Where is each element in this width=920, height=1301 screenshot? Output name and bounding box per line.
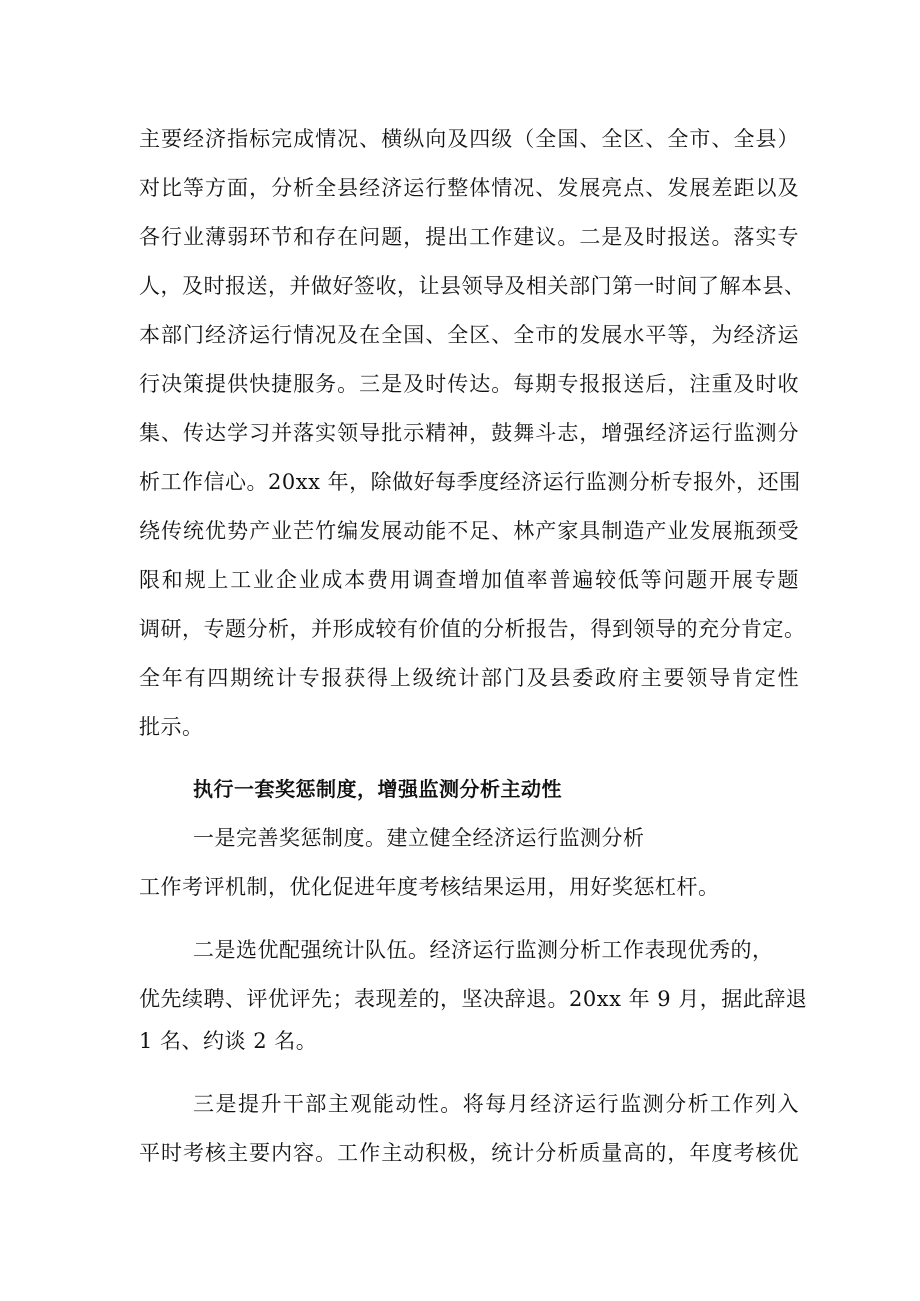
item1-line: 工作考评机制，优化促进年度考核结果运用，用好奖惩杠杆。 bbox=[139, 875, 720, 899]
paragraph-line: 调研，专题分析，并形成较有价值的分析报告，得到领导的充分肯定。 bbox=[139, 617, 806, 641]
paragraph-line: 行决策提供快捷服务。三是及时传达。每期专报报送后，注重及时收 bbox=[139, 372, 799, 396]
paragraph-line: 批示。 bbox=[139, 715, 204, 739]
paragraph-line: 本部门经济运行情况及在全国、全区、全市的发展水平等，为经济运 bbox=[139, 323, 799, 347]
paragraph-line: 对比等方面，分析全县经济运行整体情况、发展亮点、发展差距以及 bbox=[139, 176, 799, 200]
item3-line: 平时考核主要内容。工作主动积极，统计分析质量高的，年度考核优 bbox=[139, 1141, 799, 1165]
item1-line: 一是完善奖惩制度。建立健全经济运行监测分析 bbox=[193, 826, 645, 850]
paragraph-line: 主要经济指标完成情况、横纵向及四级（全国、全区、全市、全县） bbox=[139, 127, 799, 151]
section-heading: 执行一套奖惩制度，增强监测分析主动性 bbox=[193, 777, 562, 801]
item3-line: 三是提升干部主观能动性。将每月经济运行监测分析工作列入 bbox=[193, 1092, 799, 1116]
paragraph-line: 限和规上工业企业成本费用调查增加值率普遍较低等问题开展专题 bbox=[139, 568, 799, 592]
item2-line: 1 名、约谈 2 名。 bbox=[139, 1029, 318, 1053]
item2-line: 优先续聘、评优评先；表现差的，坚决辞退。20xx 年 9 月，据此辞退 bbox=[139, 987, 808, 1011]
paragraph-line: 集、传达学习并落实领导批示精神，鼓舞斗志，增强经济运行监测分 bbox=[139, 421, 799, 445]
paragraph-line: 析工作信心。20xx 年，除做好每季度经济运行监测分析专报外，还围 bbox=[139, 470, 801, 494]
paragraph-line: 绕传统优势产业芒竹编发展动能不足、林产家具制造产业发展瓶颈受 bbox=[139, 519, 799, 543]
paragraph-line: 各行业薄弱环节和存在问题，提出工作建议。二是及时报送。落实专 bbox=[139, 225, 799, 249]
paragraph-line: 全年有四期统计专报获得上级统计部门及县委政府主要领导肯定性 bbox=[139, 666, 799, 690]
paragraph-line: 人，及时报送，并做好签收，让县领导及相关部门第一时间了解本县、 bbox=[139, 274, 806, 298]
item2-line: 二是选优配强统计队伍。经济运行监测分析工作表现优秀的， bbox=[193, 938, 774, 962]
